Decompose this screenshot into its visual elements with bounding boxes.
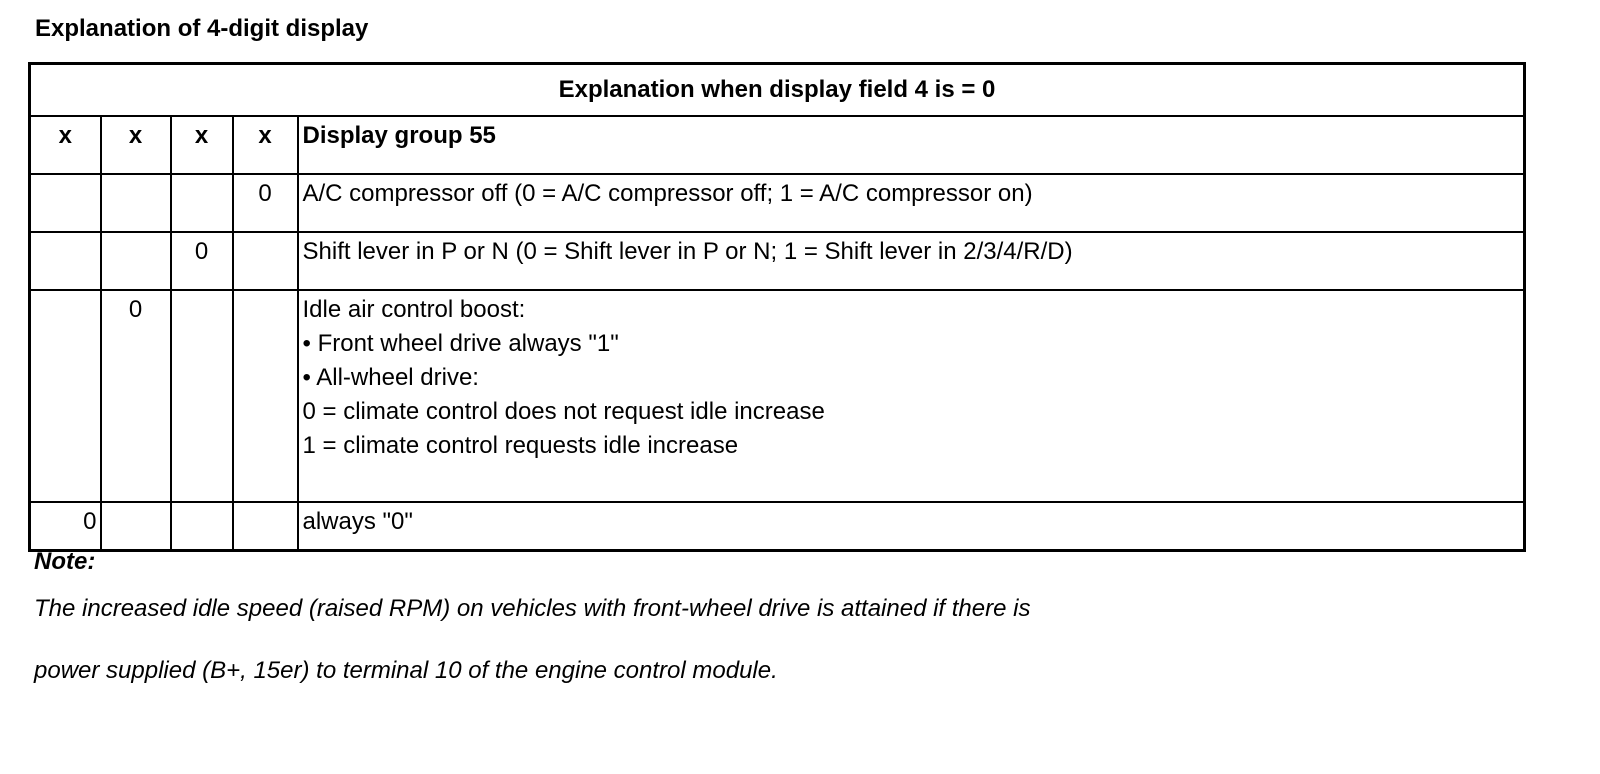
description-line: • All-wheel drive: — [302, 364, 479, 391]
table-row — [30, 502, 1525, 551]
display-group-table — [28, 62, 1526, 552]
column-header-digit-3: x — [171, 116, 233, 174]
table-header: Explanation when display field 4 is = 0 — [30, 64, 1525, 117]
bit-cell — [171, 174, 233, 232]
description-line: 0 = climate control does not request idle increase — [302, 398, 825, 425]
bit-cell: 0 — [30, 502, 101, 551]
bit-cell — [233, 502, 298, 551]
description-line: 1 = climate control requests idle increase — [302, 432, 739, 459]
description-line: Shift lever in P or N (0 = Shift lever in P or N; 1 = Shift lever in 2/3/4/R/D) — [302, 238, 1073, 265]
bit-cell — [101, 174, 171, 232]
note-text-line-2: power supplied (B+, 15er) to terminal 10 of the engine control module. — [34, 657, 778, 684]
bit-cell: 0 — [101, 290, 171, 502]
bit-cell — [171, 290, 233, 502]
column-header-digit-4: x — [233, 116, 298, 174]
bit-cell: 0 — [171, 232, 233, 290]
bit-cell — [233, 232, 298, 290]
bit-cell: 0 — [233, 174, 298, 232]
bit-cell — [233, 290, 298, 502]
bit-cell — [30, 290, 101, 502]
bit-cell — [30, 174, 101, 232]
bit-cell — [30, 232, 101, 290]
note-text-line-1: The increased idle speed (raised RPM) on vehicles with front-wheel drive is attained if there is — [34, 595, 1031, 622]
table-row — [30, 232, 1525, 290]
display-group-label: Display group 55 — [298, 116, 1525, 174]
table-row — [30, 290, 1525, 502]
bit-cell — [101, 232, 171, 290]
column-header-digit-1: x — [30, 116, 101, 174]
row-description — [298, 290, 1525, 502]
description-line: Idle air control boost: — [302, 296, 526, 323]
note-label: Note: — [34, 548, 96, 575]
document-title: Explanation of 4-digit display — [35, 15, 369, 42]
description-line: • Front wheel drive always "1" — [302, 330, 619, 357]
table-row — [30, 174, 1525, 232]
bit-cell — [171, 502, 233, 551]
bit-cell — [101, 502, 171, 551]
description-line: A/C compressor off (0 = A/C compressor off; 1 = A/C compressor on) — [302, 180, 1033, 207]
row-description — [298, 232, 1525, 290]
row-description — [298, 502, 1525, 551]
column-header-digit-2: x — [101, 116, 171, 174]
description-line: always "0" — [302, 508, 413, 535]
row-description — [298, 174, 1525, 232]
